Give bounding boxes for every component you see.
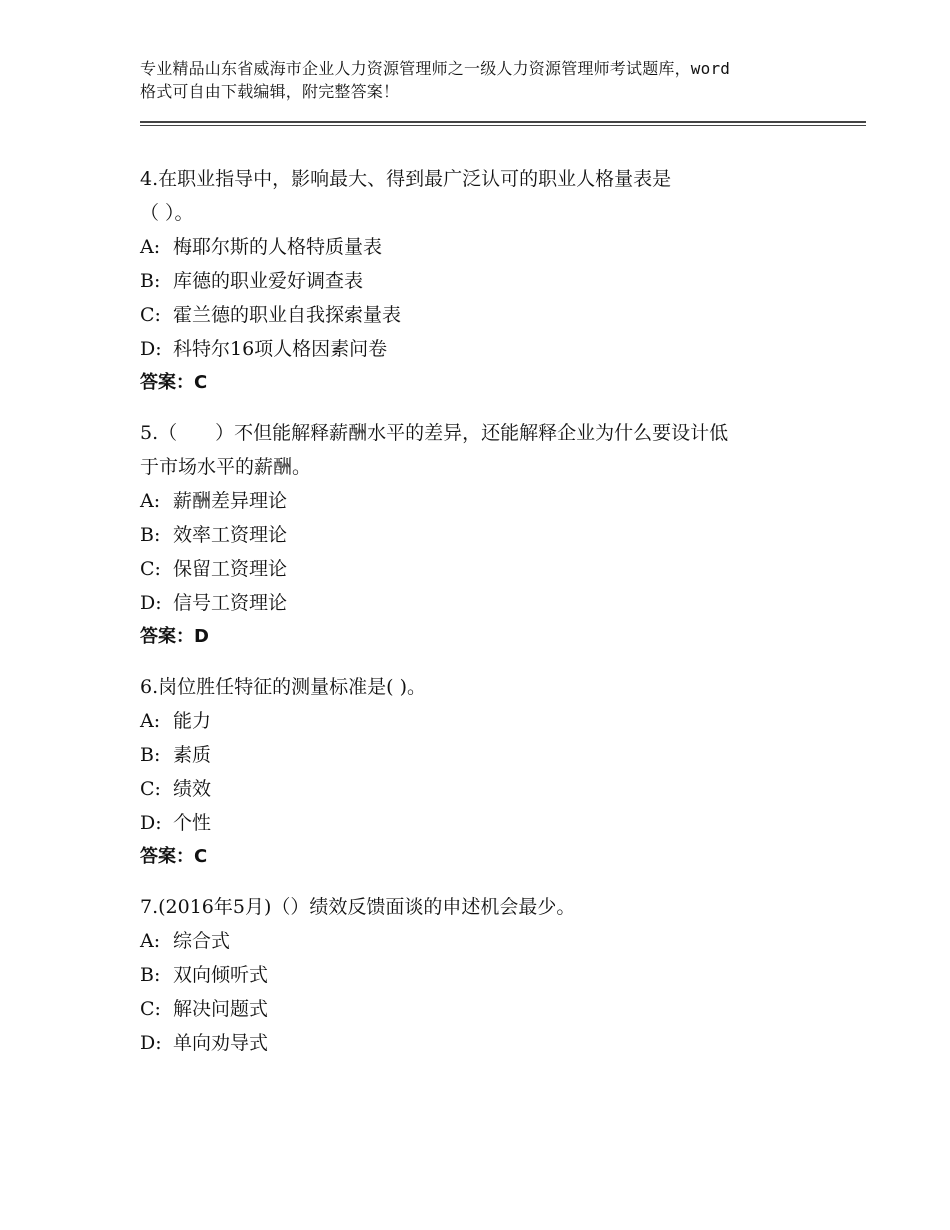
option-label: A: bbox=[140, 490, 161, 512]
option-label: B: bbox=[140, 744, 161, 766]
option-text: 霍兰德的职业自我探索量表 bbox=[173, 304, 402, 326]
option-text: 梅耶尔斯的人格特质量表 bbox=[173, 236, 383, 258]
option-text: 单向劝导式 bbox=[173, 1032, 269, 1054]
document-header bbox=[140, 57, 840, 103]
question-5 bbox=[140, 416, 840, 654]
option-text: 综合式 bbox=[173, 930, 231, 952]
option-a bbox=[140, 924, 840, 958]
option-label: D: bbox=[140, 338, 162, 360]
option-text: 解决问题式 bbox=[173, 998, 269, 1020]
option-d bbox=[140, 806, 840, 840]
option-text: 信号工资理论 bbox=[173, 592, 288, 614]
option-label: C: bbox=[140, 998, 161, 1020]
option-label: B: bbox=[140, 270, 161, 292]
option-text: 薪酬差异理论 bbox=[173, 490, 288, 512]
option-label: C: bbox=[140, 558, 161, 580]
option-a bbox=[140, 704, 840, 738]
option-text: 绩效 bbox=[173, 778, 212, 800]
option-text: 保留工资理论 bbox=[173, 558, 288, 580]
question-6 bbox=[140, 670, 840, 874]
header-line-1: 专业精品山东省威海市企业人力资源管理师之一级人力资源管理师考试题库，word bbox=[140, 59, 731, 78]
answer-line: 答案：C bbox=[140, 846, 208, 867]
option-a bbox=[140, 484, 840, 518]
option-c bbox=[140, 992, 840, 1026]
option-label: B: bbox=[140, 964, 161, 986]
answer-line: 答案：C bbox=[140, 372, 208, 393]
option-label: D: bbox=[140, 812, 162, 834]
option-text: 能力 bbox=[173, 710, 212, 732]
option-c bbox=[140, 298, 840, 332]
option-label: C: bbox=[140, 304, 161, 326]
question-4 bbox=[140, 162, 840, 400]
question-stem: 4.在职业指导中，影响最大、得到最广泛认可的职业人格量表是 bbox=[140, 168, 672, 190]
option-text: 库德的职业爱好调查表 bbox=[173, 270, 364, 292]
question-7 bbox=[140, 890, 840, 1060]
option-b bbox=[140, 958, 840, 992]
option-text: 双向倾听式 bbox=[173, 964, 269, 986]
header-line-2: 格式可自由下载编辑，附完整答案！ bbox=[140, 82, 400, 101]
option-c bbox=[140, 552, 840, 586]
question-stem-cont: 于市场水平的薪酬。 bbox=[140, 456, 312, 478]
question-stem-cont: （ ）。 bbox=[140, 202, 194, 224]
header-divider-thin bbox=[140, 125, 866, 126]
option-label: D: bbox=[140, 1032, 162, 1054]
header-divider bbox=[140, 121, 866, 123]
option-text: 效率工资理论 bbox=[173, 524, 288, 546]
option-c bbox=[140, 772, 840, 806]
option-label: C: bbox=[140, 778, 161, 800]
option-label: A: bbox=[140, 710, 161, 732]
option-d bbox=[140, 586, 840, 620]
option-label: A: bbox=[140, 930, 161, 952]
option-text: 素质 bbox=[173, 744, 212, 766]
question-list bbox=[140, 162, 840, 1076]
option-d bbox=[140, 332, 840, 366]
question-stem: 5.（ ）不但能解释薪酬水平的差异，还能解释企业为什么要设计低 bbox=[140, 422, 729, 444]
question-stem: 7.(2016年5月)（）绩效反馈面谈的申述机会最少。 bbox=[140, 896, 576, 918]
option-b bbox=[140, 518, 840, 552]
question-stem: 6.岗位胜任特征的测量标准是( )。 bbox=[140, 676, 426, 698]
option-b bbox=[140, 264, 840, 298]
option-label: D: bbox=[140, 592, 162, 614]
option-text: 个性 bbox=[173, 812, 212, 834]
option-label: A: bbox=[140, 236, 161, 258]
option-label: B: bbox=[140, 524, 161, 546]
option-text: 科特尔16项人格因素问卷 bbox=[173, 338, 388, 360]
answer-line: 答案：D bbox=[140, 626, 209, 647]
option-b bbox=[140, 738, 840, 772]
option-d bbox=[140, 1026, 840, 1060]
option-a bbox=[140, 230, 840, 264]
